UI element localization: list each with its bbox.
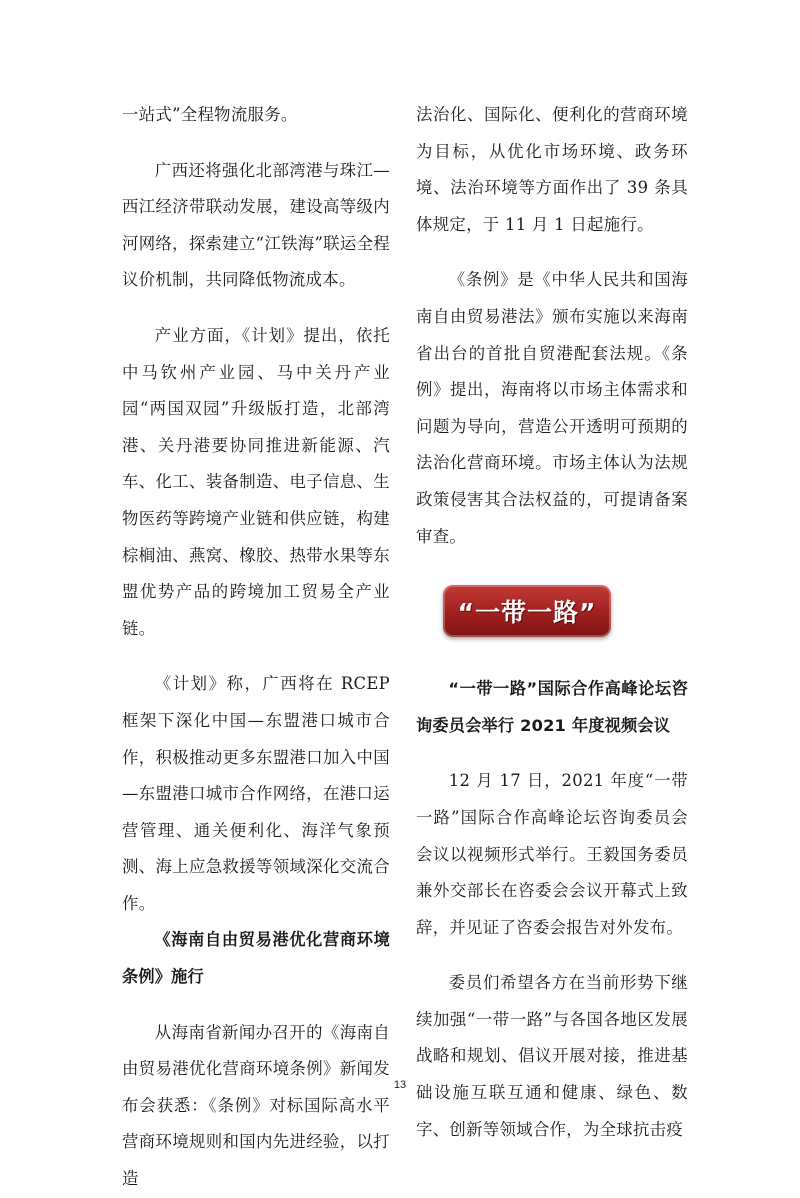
belt-and-road-banner xyxy=(443,585,611,637)
right-paragraph-4: 委员们希望各方在当前形势下继续加强“一带一路”与各国各地区发展战略和规划、倡议开展对接，推进基础设施互联互通和健康、绿色、数字、创新等领域合作，为全球抗击疫 xyxy=(416,973,688,1139)
section-heading-hainan: 《海南自由贸易港优化营商环境条例》施行 xyxy=(122,930,390,987)
page-number: 13 xyxy=(393,1079,407,1091)
left-paragraph-4: 《计划》称，广西将在 RCEP 框架下深化中国—东盟港口城市合作，积极推动更多东盟港口加入中国—东盟港口城市合作网络，在港口运营管理、通关便利化、海洋气象预测、海上应急救援等领域深化交流合作。 xyxy=(122,674,390,913)
right-paragraph-1: 法治化、国际化、便利化的营商环境为目标，从优化市场环境、政务环境、法治环境等方面作出了 39 条具体规定，于 11 月 1 日起施行。 xyxy=(416,105,688,234)
section-heading-belt-road-forum: “一带一路”国际合作高峰论坛咨询委员会举行 2021 年度视频会议 xyxy=(416,679,688,735)
left-paragraph-1: 一站式”全程物流服务。 xyxy=(122,105,298,124)
section-banner-wrapper xyxy=(416,585,688,637)
right-paragraph-2: 《条例》是《中华人民共和国海南自由贸易港法》颁布实施以来海南省出台的首批自贸港配套法规。《条例》提出，海南将以市场主体需求和问题为导向，营造公开透明可预期的法治化营商环境。市场主体认为法规政策侵害其合法权益的，可提请备案审查。 xyxy=(416,270,688,546)
right-column xyxy=(416,97,688,1148)
left-column xyxy=(122,97,390,1198)
left-paragraph-5: 从海南省新闻办召开的《海南自由贸易港优化营商环境条例》新闻发布会获悉：《条例》对标国际高水平营商环境规则和国内先进经验，以打造 xyxy=(122,1022,390,1189)
banner-label: “一带一路” xyxy=(457,598,597,628)
right-paragraph-3: 12 月 17 日，2021 年度“一带一路”国际合作高峰论坛咨询委员会会议以视频形式举行。王毅国务委员兼外交部长在咨委会会议开幕式上致辞，并见证了咨委会报告对外发布。 xyxy=(416,771,688,937)
left-paragraph-3: 产业方面，《计划》提出，依托中马钦州产业园、马中关丹产业园“两国双园”升级版打造，北部湾港、关丹港要协同推进新能源、汽车、化工、装备制造、电子信息、生物医药等跨境产业链和供应链，构建棕榈油、燕窝、橡胶、热带水果等东盟优势产品的跨境加工贸易全产业链。 xyxy=(122,325,390,638)
left-paragraph-2: 广西还将强化北部湾港与珠江—西江经济带联动发展，建设高等级内河网络，探索建立“江铁海”联运全程议价机制，共同降低物流成本。 xyxy=(122,160,390,290)
